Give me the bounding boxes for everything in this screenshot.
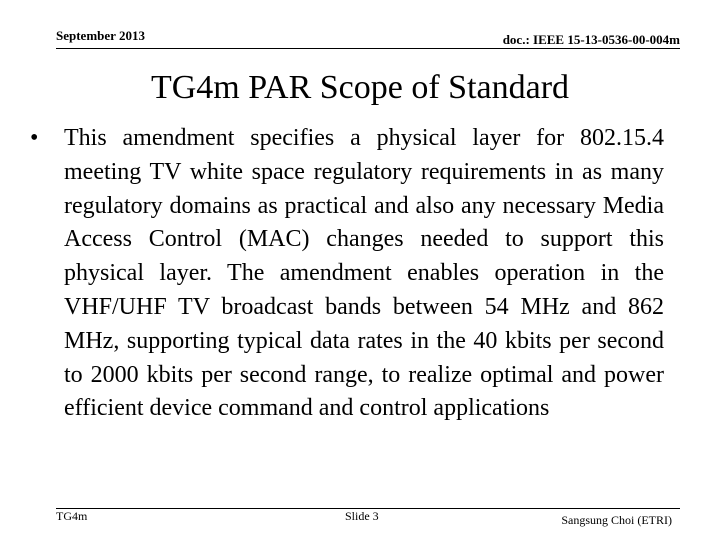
header-document-id: doc.: IEEE 15-13-0536-00-004m — [502, 32, 680, 47]
header-date: September 2013 — [56, 28, 145, 43]
slide-title: TG4m PAR Scope of Standard — [150, 69, 570, 106]
bullet-marker: • — [30, 125, 39, 151]
footer-group-name: TG4m — [56, 509, 88, 523]
header-divider — [56, 48, 680, 49]
footer-slide-number: Slide 3 — [345, 509, 379, 523]
footer-author: Sangsung Choi (ETRI) — [561, 513, 672, 527]
bullet-item — [30, 122, 664, 426]
bullet-text: This amendment specifies a physical layer for 802.15.4 meeting TV white space regulatory requirements in as many regulatory domains as practical and also any necessary Media Access Control (MAC) changes needed to support this physical layer. The amendment enables operation in the VHF/UHF TV broadcast bands between 54 MHz and 862 MHz, supporting typical data rates in the 40 kbits per second to 2000 kbits per second range, to realize optimal and power efficient device command and control applications — [64, 125, 664, 422]
